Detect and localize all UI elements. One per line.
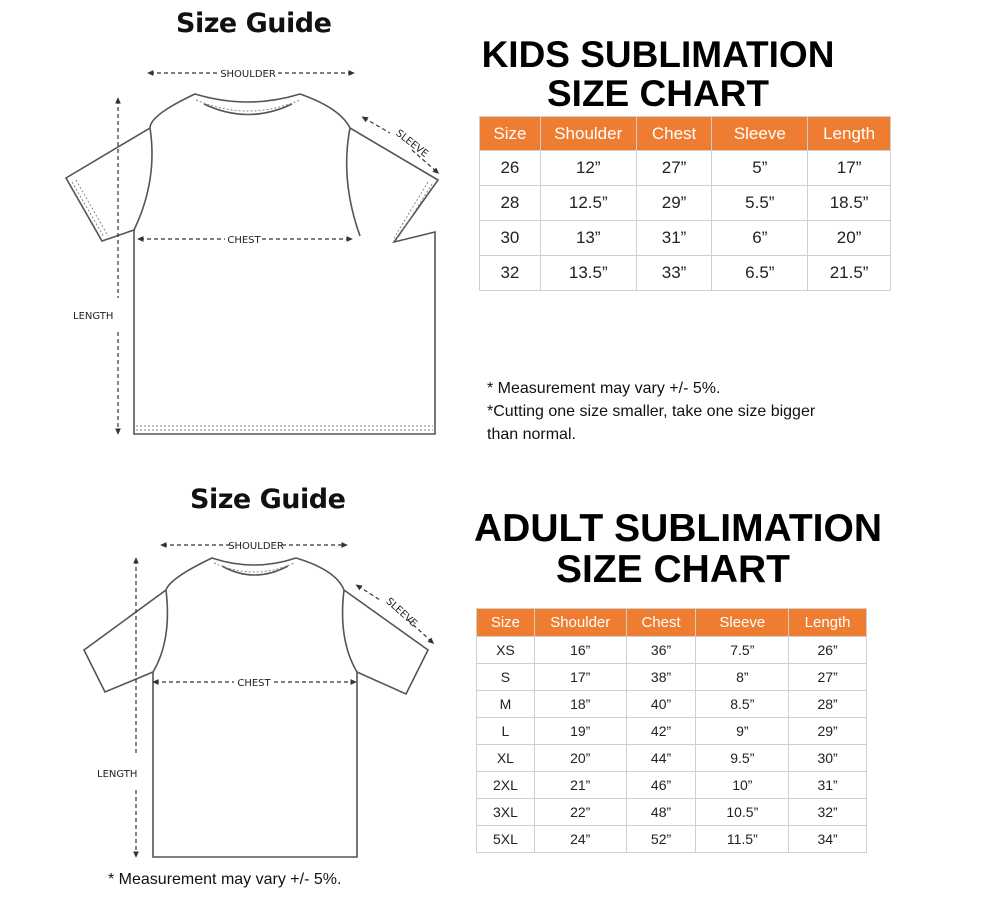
adult-table-row [477,772,867,799]
kids-size-table [479,116,891,291]
kids-note-line1: * Measurement may vary +/- 5%. [487,380,721,397]
adult-note: * Measurement may vary +/- 5%. [108,871,342,888]
adult-table-cell: 30” [789,745,867,772]
adult-table-cell: 18” [534,691,626,718]
adult-table-cell: 17” [534,664,626,691]
kids-chart-title [478,36,838,114]
adult-table-cell: 34” [789,826,867,853]
adult-table-cell: 28” [789,691,867,718]
kids-table-cell: 17” [808,151,891,186]
kids-table-cell: 27” [636,151,712,186]
adult-header-cell: Size [477,609,535,637]
adult-table-cell: 31” [789,772,867,799]
adult-table-cell: 27” [789,664,867,691]
adult-table-cell: 10” [696,772,789,799]
adult-table-cell: 8” [696,664,789,691]
kids-header-cell: Length [808,117,891,151]
adult-table-cell: 10.5” [696,799,789,826]
kids-table-cell: 28 [480,186,541,221]
adult-table-cell: 29” [789,718,867,745]
adult-table-cell: 5XL [477,826,535,853]
kids-table-cell: 5.5” [712,186,808,221]
kids-chart-title-line1: KIDS SUBLIMATION [481,34,835,75]
adult-table-cell: 20” [534,745,626,772]
kids-chart-title-line2: SIZE CHART [547,72,769,114]
adult-size-table [476,608,867,853]
adult-table-cell: 40” [626,691,696,718]
adult-table-cell: 19” [534,718,626,745]
kids-table-cell: 32 [480,256,541,291]
adult-table-cell: 32” [789,799,867,826]
kids-chest-label: CHEST [227,235,261,246]
adult-table-row [477,664,867,691]
kids-table-row [480,186,891,221]
adult-table-header [477,609,867,637]
kids-table-cell: 26 [480,151,541,186]
adult-table-row [477,745,867,772]
adult-table-cell: 3XL [477,799,535,826]
kids-table-cell: 12.5” [540,186,636,221]
kids-table-cell: 29” [636,186,712,221]
kids-table-row [480,221,891,256]
adult-table-row [477,718,867,745]
adult-table-cell: 36” [626,637,696,664]
kids-notes [487,377,815,446]
kids-table-cell: 33” [636,256,712,291]
adult-table-cell: XS [477,637,535,664]
kids-table-cell: 13.5” [540,256,636,291]
kids-note-line2: *Cutting one size smaller, take one size bigger [487,403,816,420]
adult-table-cell: 9.5” [696,745,789,772]
adult-guide-title: Size Guide [190,484,346,515]
kids-note-line3: than normal. [487,426,576,443]
adult-table-cell: 22” [534,799,626,826]
adult-table-cell: XL [477,745,535,772]
kids-table-row [480,256,891,291]
adult-table-cell: 9” [696,718,789,745]
adult-table-cell: 21” [534,772,626,799]
kids-table-cell: 5” [712,151,808,186]
adult-table-cell: 2XL [477,772,535,799]
adult-table-cell: 44” [626,745,696,772]
kids-sleeve-label: SLEEVE [393,128,430,160]
adult-tshirt-diagram [0,450,470,870]
adult-table-cell: 16” [534,637,626,664]
adult-table-row [477,799,867,826]
kids-table-cell: 30 [480,221,541,256]
kids-header-cell: Size [480,117,541,151]
adult-shoulder-label: SHOULDER [228,541,284,552]
kids-guide-title: Size Guide [176,8,332,39]
kids-table-cell: 18.5” [808,186,891,221]
kids-table-row [480,151,891,186]
kids-table-cell: 12” [540,151,636,186]
adult-table-cell: S [477,664,535,691]
adult-header-cell: Chest [626,609,696,637]
adult-table-cell: 52” [626,826,696,853]
adult-table-cell: 11.5” [696,826,789,853]
adult-table-row [477,691,867,718]
adult-length-label: LENGTH [97,769,138,780]
adult-table-row [477,826,867,853]
adult-header-cell: Shoulder [534,609,626,637]
kids-header-cell: Sleeve [712,117,808,151]
kids-table-cell: 21.5” [808,256,891,291]
adult-table-cell: M [477,691,535,718]
adult-table-cell: 24” [534,826,626,853]
adult-table-cell: 26” [789,637,867,664]
adult-chart-title-line1: ADULT SUBLIMATION [474,507,882,550]
adult-table-cell: 42” [626,718,696,745]
kids-table-cell: 20” [808,221,891,256]
kids-shoulder-label: SHOULDER [220,69,276,80]
kids-header-cell: Shoulder [540,117,636,151]
kids-table-cell: 13” [540,221,636,256]
adult-table-cell: 48” [626,799,696,826]
adult-table-cell: 8.5” [696,691,789,718]
kids-header-cell: Chest [636,117,712,151]
kids-table-cell: 6” [712,221,808,256]
adult-chest-label: CHEST [237,678,271,689]
adult-table-cell: 38” [626,664,696,691]
adult-sleeve-label: SLEEVE [383,596,419,630]
adult-chart-title [474,507,882,591]
kids-length-label: LENGTH [73,311,114,322]
kids-table-cell: 31” [636,221,712,256]
kids-table-header [480,117,891,151]
adult-header-cell: Sleeve [696,609,789,637]
adult-header-cell: Length [789,609,867,637]
adult-table-cell: L [477,718,535,745]
kids-tshirt-outline [66,94,438,434]
kids-tshirt-diagram [0,0,470,450]
kids-table-cell: 6.5” [712,256,808,291]
adult-table-cell: 46” [626,772,696,799]
adult-table-row [477,637,867,664]
adult-chart-title-line2: SIZE CHART [556,547,790,591]
adult-table-cell: 7.5” [696,637,789,664]
